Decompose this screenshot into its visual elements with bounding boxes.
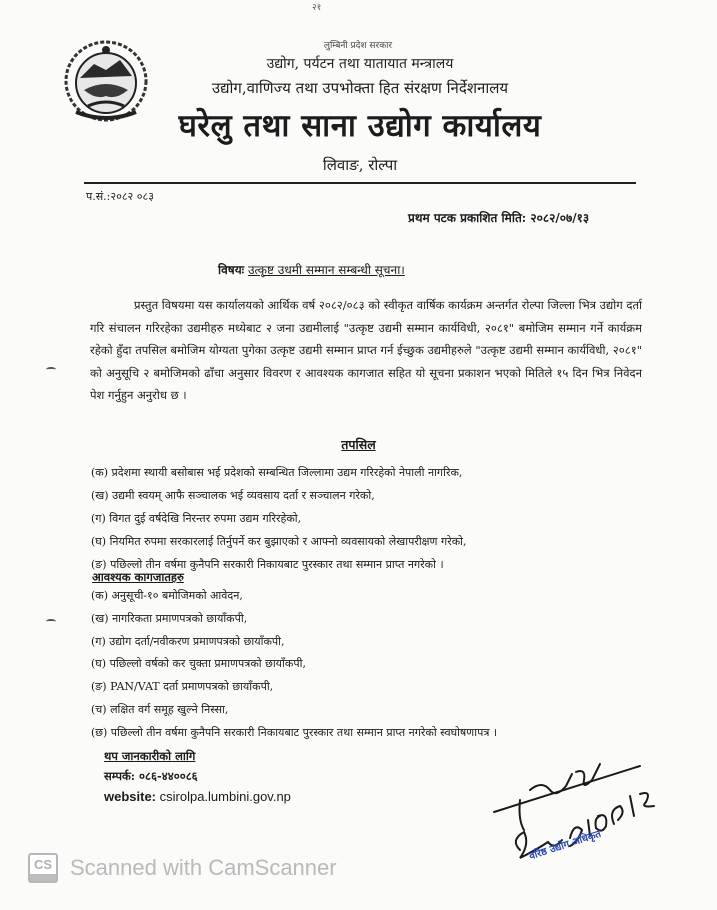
criteria-list xyxy=(91,461,467,576)
criteria-item: (घ) नियमित रुपमा सरकारलाई तिर्नुपर्ने कर बुझाएको र आफ्नो व्यवसायको लेखापरीक्षण गरेको, xyxy=(91,535,467,548)
camscanner-logo-text: CS xyxy=(33,857,53,872)
criteria-item: (ङ) पछिल्लो तीन वर्षमा कुनैपनि सरकारी निकायबाट पुरस्कार तथा सम्मान प्राप्त नगरेको । xyxy=(91,558,444,571)
signatory-designation: वरिष्ठ उद्योग अधिकृत xyxy=(527,828,603,863)
camscanner-logo-icon xyxy=(28,853,58,883)
camscanner-watermark xyxy=(28,853,337,883)
contact-title: थप जानकारीको लागि xyxy=(104,749,196,763)
camscanner-text: Scanned with CamScanner xyxy=(70,855,337,880)
criteria-item: (ख) उद्यमी स्वयम् आफै सञ्चालक भई व्यवसाय दर्ता र सञ्चालन गरेको, xyxy=(91,489,375,502)
header-divider xyxy=(84,182,636,184)
government-name: लुम्बिनी प्रदेश सरकार xyxy=(323,41,393,51)
notice-body: प्रस्तुत विषयमा यस कार्यालयको आर्थिक वर्ष २०८२/०८३ को स्वीकृत वार्षिक कार्यक्रम अन्तर्गत रोल्पा जिल्ला भित्र उद्योग दर्ता गरि संचालन गरिरहेका उद्यमीहरु मध्येबाट २ जना उद्यमीलाई "उत्कृष्ट उद्यमी सम्मान कार्यविधी, २०८१" बमोजिम सम्मान गर्ने कार्यक्रम रहेको हुँदा तपसिल बमोजिम योग्यता पुगेका उत्कृष्ट उद्यमी सम्मान प्राप्त गर्न ईच्छुक उद्यमीहरुले "उत्कृष्ट उद्यमी सम्मान कार्यविधी, २०८१" को अनुसूचि २ बमोजिमको ढाँचा अनुसार विवरण र आवश्यक कागजात सहित यो सूचना प्रकाशन भएको मितिले १५ दिन भित्र निवेदन पेश गर्नुहुन अनुरोध छ । xyxy=(90,298,642,402)
document-item: (छ) पछिल्लो तीन वर्षमा कुनैपनि सरकारी निकायबाट पुरस्कार तथा सम्मान प्राप्त नगरेको स्वघोषणापत्र । xyxy=(91,725,498,739)
punch-mark xyxy=(46,619,56,624)
criteria-title: तपसिल xyxy=(341,437,376,452)
document-item: (च) लक्षित वर्ग समूह खुल्ने निस्सा, xyxy=(91,702,229,716)
contact-block xyxy=(104,749,291,804)
punch-mark xyxy=(46,367,56,372)
document-item: (क) अनुसूची-१० बमोजिमको आवेदन, xyxy=(91,589,243,602)
office-title: घरेलु तथा साना उद्योग कार्यालय xyxy=(178,108,542,144)
ministry-name: उद्योग, पर्यटन तथा यातायात मन्त्रालय xyxy=(266,56,454,72)
document-item: (ङ) PAN/VAT दर्ता प्रमाणपत्रको छायाँकपी, xyxy=(91,680,274,694)
contact-website-line xyxy=(104,789,291,804)
subject-line xyxy=(218,261,405,278)
subject-value: उत्कृष्ट उधमी सम्मान सम्बन्धी सूचना। xyxy=(247,263,405,277)
contact-phone: सम्पर्क: ०८६-४४००८६ xyxy=(104,769,198,783)
criteria-item: (क) प्रदेशमा स्थायी बसोबास भई प्रदेशको सम्बन्धित जिल्लामा उद्यम गरिरहेको नेपाली नागरिक, xyxy=(91,466,463,479)
directorate-name: उद्योग,वाणिज्य तथा उपभोक्ता हित संरक्षण निर्देशनालय xyxy=(211,79,509,97)
document-item: (ख) नागरिकता प्रमाणपत्रको छायाँकपी, xyxy=(91,611,248,625)
handwritten-signature xyxy=(490,750,670,875)
published-date: प्रथम पटक प्रकाशित मिति: २०८२/०७/१३ xyxy=(408,211,590,225)
top-page-mark: २१ xyxy=(312,3,322,13)
website-link[interactable]: csirolpa.lumbini.gov.np xyxy=(159,789,291,804)
office-location: लिवाङ, रोल्पा xyxy=(322,156,398,174)
website-label: website: xyxy=(104,789,157,804)
reference-number: प.सं.:२०८२ ०८३ xyxy=(86,190,154,203)
subject-label: विषयः xyxy=(218,263,245,277)
document-item: (ग) उद्योग दर्ता/नवीकरण प्रमाणपत्रको छायाँकपी, xyxy=(91,634,285,648)
document-item: (घ) पछिल्लो वर्षको कर चुक्ता प्रमाणपत्रको छायाँकपी, xyxy=(91,657,306,671)
documents-list xyxy=(91,585,497,745)
documents-title: आवश्यक कागजातहरु xyxy=(92,570,184,584)
criteria-item: (ग) विगत दुई वर्षदेखि निरन्तर रुपमा उद्यम गरिरहेको, xyxy=(91,512,302,525)
